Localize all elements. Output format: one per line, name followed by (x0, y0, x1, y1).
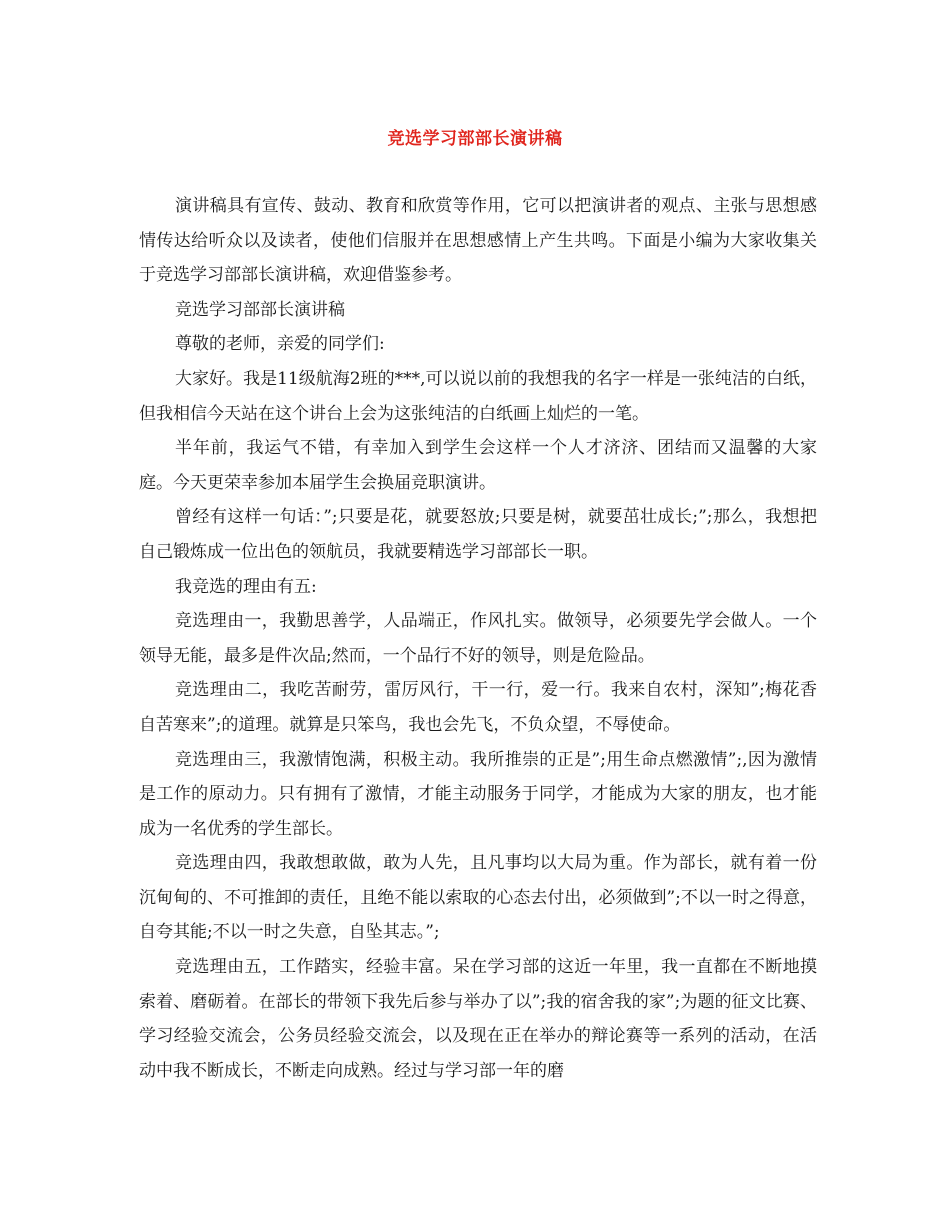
paragraph-intro: 演讲稿具有宣传、鼓动、教育和欣赏等作用，它可以把演讲者的观点、主张与思想感情传达给听众以及读者，使他们信服并在思想感情上产生共鸣。下面是小编为大家收集关于竞选学习部部长演讲稿，欢迎借鉴参考。 (139, 196, 817, 286)
paragraph-reason-2: 竞选理由二，我吃苦耐劳，雷厉风行，干一行，爱一行。我来自农村，深知”;梅花香自苦寒来”;的道理。就算是只笨鸟，我也会先飞，不负众望，不辱使命。 (139, 680, 817, 735)
paragraph-reasons-heading: 我竞选的理由有五: (175, 576, 317, 597)
document-body (139, 189, 817, 1088)
paragraph-reason-4: 竞选理由四，我敢想敢做，敢为人先，且凡事均以大局为重。作为部长，就有着一份沉甸甸的、不可推卸的责任，且绝不能以索取的心态去付出，必须做到”;不以一时之得意，自夸其能;不以一时之失意，自坠其志。”; (139, 853, 817, 943)
paragraph-greeting: 大家好。我是11级航海2班的***,可以说以前的我想我的名字一样是一张纯洁的白纸，但我相信今天站在这个讲台上会为这张纯洁的白纸画上灿烂的一笔。 (139, 368, 817, 424)
paragraph-reason-1: 竞选理由一，我勤思善学，人品端正，作风扎实。做领导，必须要先学会做人。一个领导无能，最多是件次品;然而，一个品行不好的领导，则是危险品。 (139, 611, 817, 666)
paragraph-background: 半年前，我运气不错，有幸加入到学生会这样一个人才济济、团结而又温馨的大家庭。今天更荣幸参加本届学生会换届竞职演讲。 (139, 438, 817, 493)
document-title: 竞选学习部部长演讲稿 (387, 129, 563, 149)
paragraph-reason-3: 竞选理由三，我激情饱满，积极主动。我所推崇的正是”;用生命点燃激情”;,因为激情是工作的原动力。只有拥有了激情，才能主动服务于同学，才能成为大家的朋友，也才能成为一名优秀的学生部长。 (139, 749, 817, 839)
paragraph-subtitle: 竞选学习部部长演讲稿 (175, 299, 345, 320)
paragraph-salutation: 尊敬的老师，亲爱的同学们: (175, 334, 385, 355)
paragraph-quote: 曾经有这样一句话：”;只要是花，就要怒放;只要是树，就要茁壮成长;”;那么，我想把自己锻炼成一位出色的领航员，我就要精选学习部部长一职。 (139, 507, 817, 562)
paragraph-reason-5: 竞选理由五，工作踏实，经验丰富。呆在学习部的这近一年里，我一直都在不断地摸索着、磨砺着。在部长的带领下我先后参与举办了以”;我的宿舍我的家”;为题的征文比赛、学习经验交流会，公务员经验交流会，以及现在正在举办的辩论赛等一系列的活动，在活动中我不断成长，不断走向成熟。经过与学习部一年的磨 (139, 957, 817, 1081)
